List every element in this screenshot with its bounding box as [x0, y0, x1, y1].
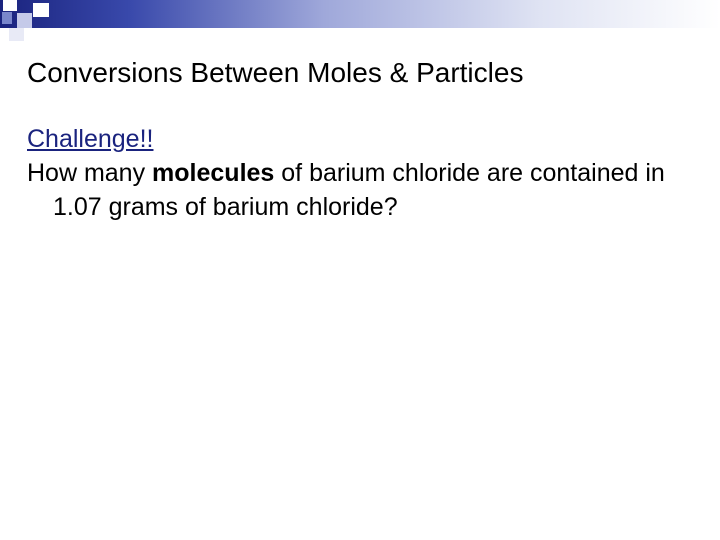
decor-square	[3, 0, 17, 11]
slide-body	[27, 122, 707, 224]
decorative-squares	[0, 0, 60, 44]
decor-square	[9, 28, 24, 41]
header-gradient-band	[0, 0, 720, 28]
question-emphasis: molecules	[152, 159, 275, 187]
decor-square	[33, 3, 49, 17]
question-part-1: How many	[27, 159, 153, 187]
slide-title: Conversions Between Moles & Particles	[27, 57, 524, 88]
decor-square	[17, 13, 32, 28]
challenge-link[interactable]: Challenge!!	[27, 125, 154, 153]
question-part-2: of barium chloride are contained in 1.07 grams of barium chloride?	[53, 159, 665, 221]
question-text	[27, 156, 707, 224]
decor-square	[2, 12, 12, 24]
